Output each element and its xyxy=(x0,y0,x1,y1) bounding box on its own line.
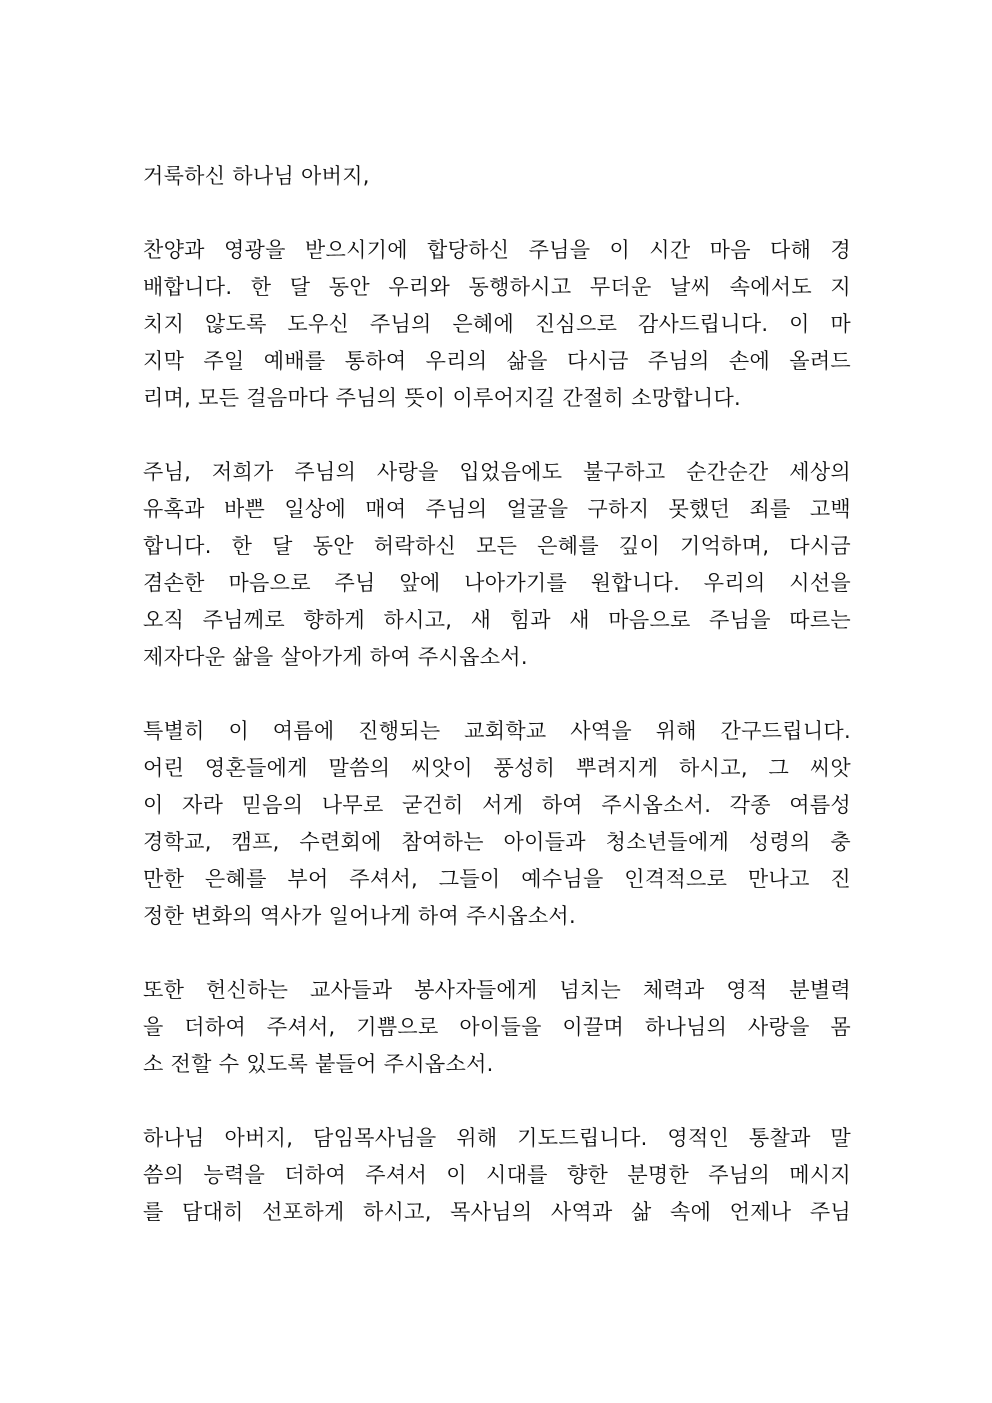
text-line: 찬양과 영광을 받으시기에 합당하신 주님을 이 시간 마음 다해 경 xyxy=(143,238,851,262)
salutation: 거룩하신 하나님 아버지, xyxy=(143,164,370,188)
text-line: 이 자라 믿음의 나무로 굳건히 서게 하여 주시옵소서. 각종 여름성 xyxy=(143,793,851,817)
paragraph-gap xyxy=(143,195,851,232)
text-line: 경학교, 캠프, 수련회에 참여하는 아이들과 청소년들에게 성령의 충 xyxy=(143,830,851,854)
paragraph-1 xyxy=(143,232,851,417)
paragraph-gap xyxy=(143,1083,851,1120)
text-line: 겸손한 마음으로 주님 앞에 나아가기를 원합니다. 우리의 시선을 xyxy=(143,571,851,595)
text-line: 만한 은혜를 부어 주셔서, 그들이 예수님을 인격적으로 만나고 진 xyxy=(143,867,851,891)
text-line: 리며, 모든 걸음마다 주님의 뜻이 이루어지길 간절히 소망합니다. xyxy=(143,386,742,410)
text-line: 를 담대히 선포하게 하시고, 목사님의 사역과 삶 속에 언제나 주님 xyxy=(143,1200,851,1224)
text-line: 을 더하여 주셔서, 기쁨으로 아이들을 이끌며 하나님의 사랑을 몸 xyxy=(143,1015,851,1039)
prayer-text xyxy=(143,158,851,1231)
text-line: 유혹과 바쁜 일상에 매여 주님의 얼굴을 구하지 못했던 죄를 고백 xyxy=(143,497,851,521)
paragraph-gap xyxy=(143,417,851,454)
paragraph-gap xyxy=(143,935,851,972)
text-line: 제자다운 삶을 살아가게 하여 주시옵소서. xyxy=(143,645,528,669)
text-line: 치지 않도록 도우신 주님의 은혜에 진심으로 감사드립니다. 이 마 xyxy=(143,312,851,336)
text-line: 어린 영혼들에게 말씀의 씨앗이 풍성히 뿌려지게 하시고, 그 씨앗 xyxy=(143,756,851,780)
paragraph-5 xyxy=(143,1120,851,1231)
text-line: 지막 주일 예배를 통하여 우리의 삶을 다시금 주님의 손에 올려드 xyxy=(143,349,851,373)
text-line: 합니다. 한 달 동안 허락하신 모든 은혜를 깊이 기억하며, 다시금 xyxy=(143,534,851,558)
paragraph-2 xyxy=(143,454,851,676)
text-line: 소 전할 수 있도록 붙들어 주시옵소서. xyxy=(143,1052,494,1076)
text-line: 특별히 이 여름에 진행되는 교회학교 사역을 위해 간구드립니다. xyxy=(143,719,851,743)
paragraph-3 xyxy=(143,713,851,935)
text-line: 배합니다. 한 달 동안 우리와 동행하시고 무더운 날씨 속에서도 지 xyxy=(143,275,851,299)
paragraph-gap xyxy=(143,676,851,713)
paragraph-4 xyxy=(143,972,851,1083)
text-line: 정한 변화의 역사가 일어나게 하여 주시옵소서. xyxy=(143,904,576,928)
text-line: 주님, 저희가 주님의 사랑을 입었음에도 불구하고 순간순간 세상의 xyxy=(143,460,851,484)
text-line: 또한 헌신하는 교사들과 봉사자들에게 넘치는 체력과 영적 분별력 xyxy=(143,978,851,1002)
text-line: 오직 주님께로 향하게 하시고, 새 힘과 새 마음으로 주님을 따르는 xyxy=(143,608,851,632)
text-line: 하나님 아버지, 담임목사님을 위해 기도드립니다. 영적인 통찰과 말 xyxy=(143,1126,851,1150)
text-line: 씀의 능력을 더하여 주셔서 이 시대를 향한 분명한 주님의 메시지 xyxy=(143,1163,851,1187)
